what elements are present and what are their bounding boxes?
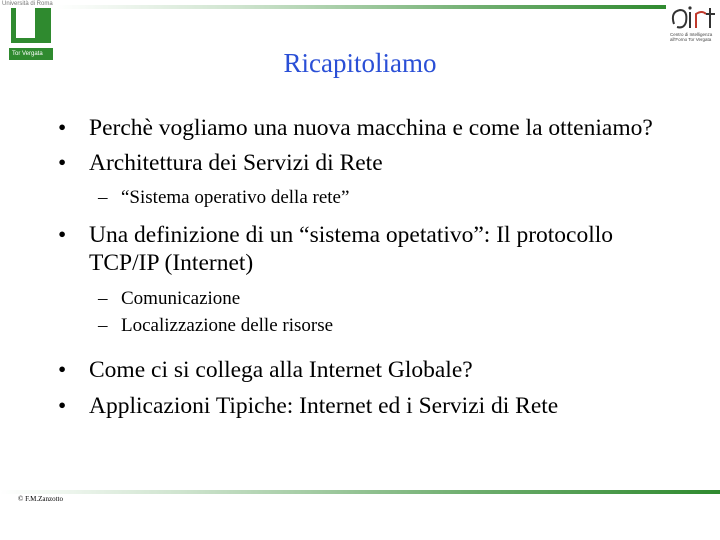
- bullet-item: [58, 356, 678, 384]
- dash-icon: –: [98, 315, 108, 336]
- bullet-icon: •: [58, 222, 67, 248]
- bullet-icon: •: [58, 150, 67, 176]
- sub-bullet-item: [58, 287, 678, 311]
- bullet-list: [58, 114, 678, 420]
- bottom-divider: [0, 490, 720, 494]
- bullet-icon: •: [58, 357, 67, 383]
- bullet-text: Architettura dei Servizi di Rete: [89, 150, 383, 176]
- bullet-item: [58, 221, 678, 277]
- bullet-item: [58, 114, 678, 142]
- bullet-text: Comunicazione: [121, 288, 241, 309]
- dash-icon: –: [98, 288, 108, 309]
- bullet-text: Una definizione di un “sistema opetativo”: Il protocollo TCP/IP (Internet): [89, 222, 614, 276]
- bullet-item: [58, 149, 678, 177]
- bullet-item: [58, 392, 678, 420]
- university-plate: Tor Vergata: [9, 48, 53, 60]
- slide-title: Ricapitoliamo: [283, 48, 437, 78]
- bullet-text: Come ci si collega alla Internet Globale?: [89, 357, 473, 383]
- art-logo-icon: [664, 2, 720, 34]
- dash-icon: –: [98, 187, 108, 208]
- art-logo: [664, 2, 720, 52]
- bullet-text: Perchè vogliamo una nuova macchina e come la otteniamo?: [89, 115, 653, 141]
- bullet-icon: •: [58, 393, 67, 419]
- top-divider: [56, 5, 666, 9]
- art-logo-caption: Centro di Intelligenza all'Forno Tor Vergata: [670, 32, 713, 42]
- bullet-text: Applicazioni Tipiche: Internet ed i Servizi di Rete: [89, 393, 559, 419]
- bullet-icon: •: [58, 115, 67, 141]
- sub-bullet-item: [58, 186, 678, 210]
- footer-copyright: © F.M.Zanzotto: [18, 495, 64, 503]
- university-name: Università di Roma: [2, 1, 53, 7]
- bullet-text: “Sistema operativo della rete”: [121, 187, 350, 208]
- bullet-text: Localizzazione delle risorse: [121, 315, 334, 336]
- sub-bullet-item: [58, 314, 678, 338]
